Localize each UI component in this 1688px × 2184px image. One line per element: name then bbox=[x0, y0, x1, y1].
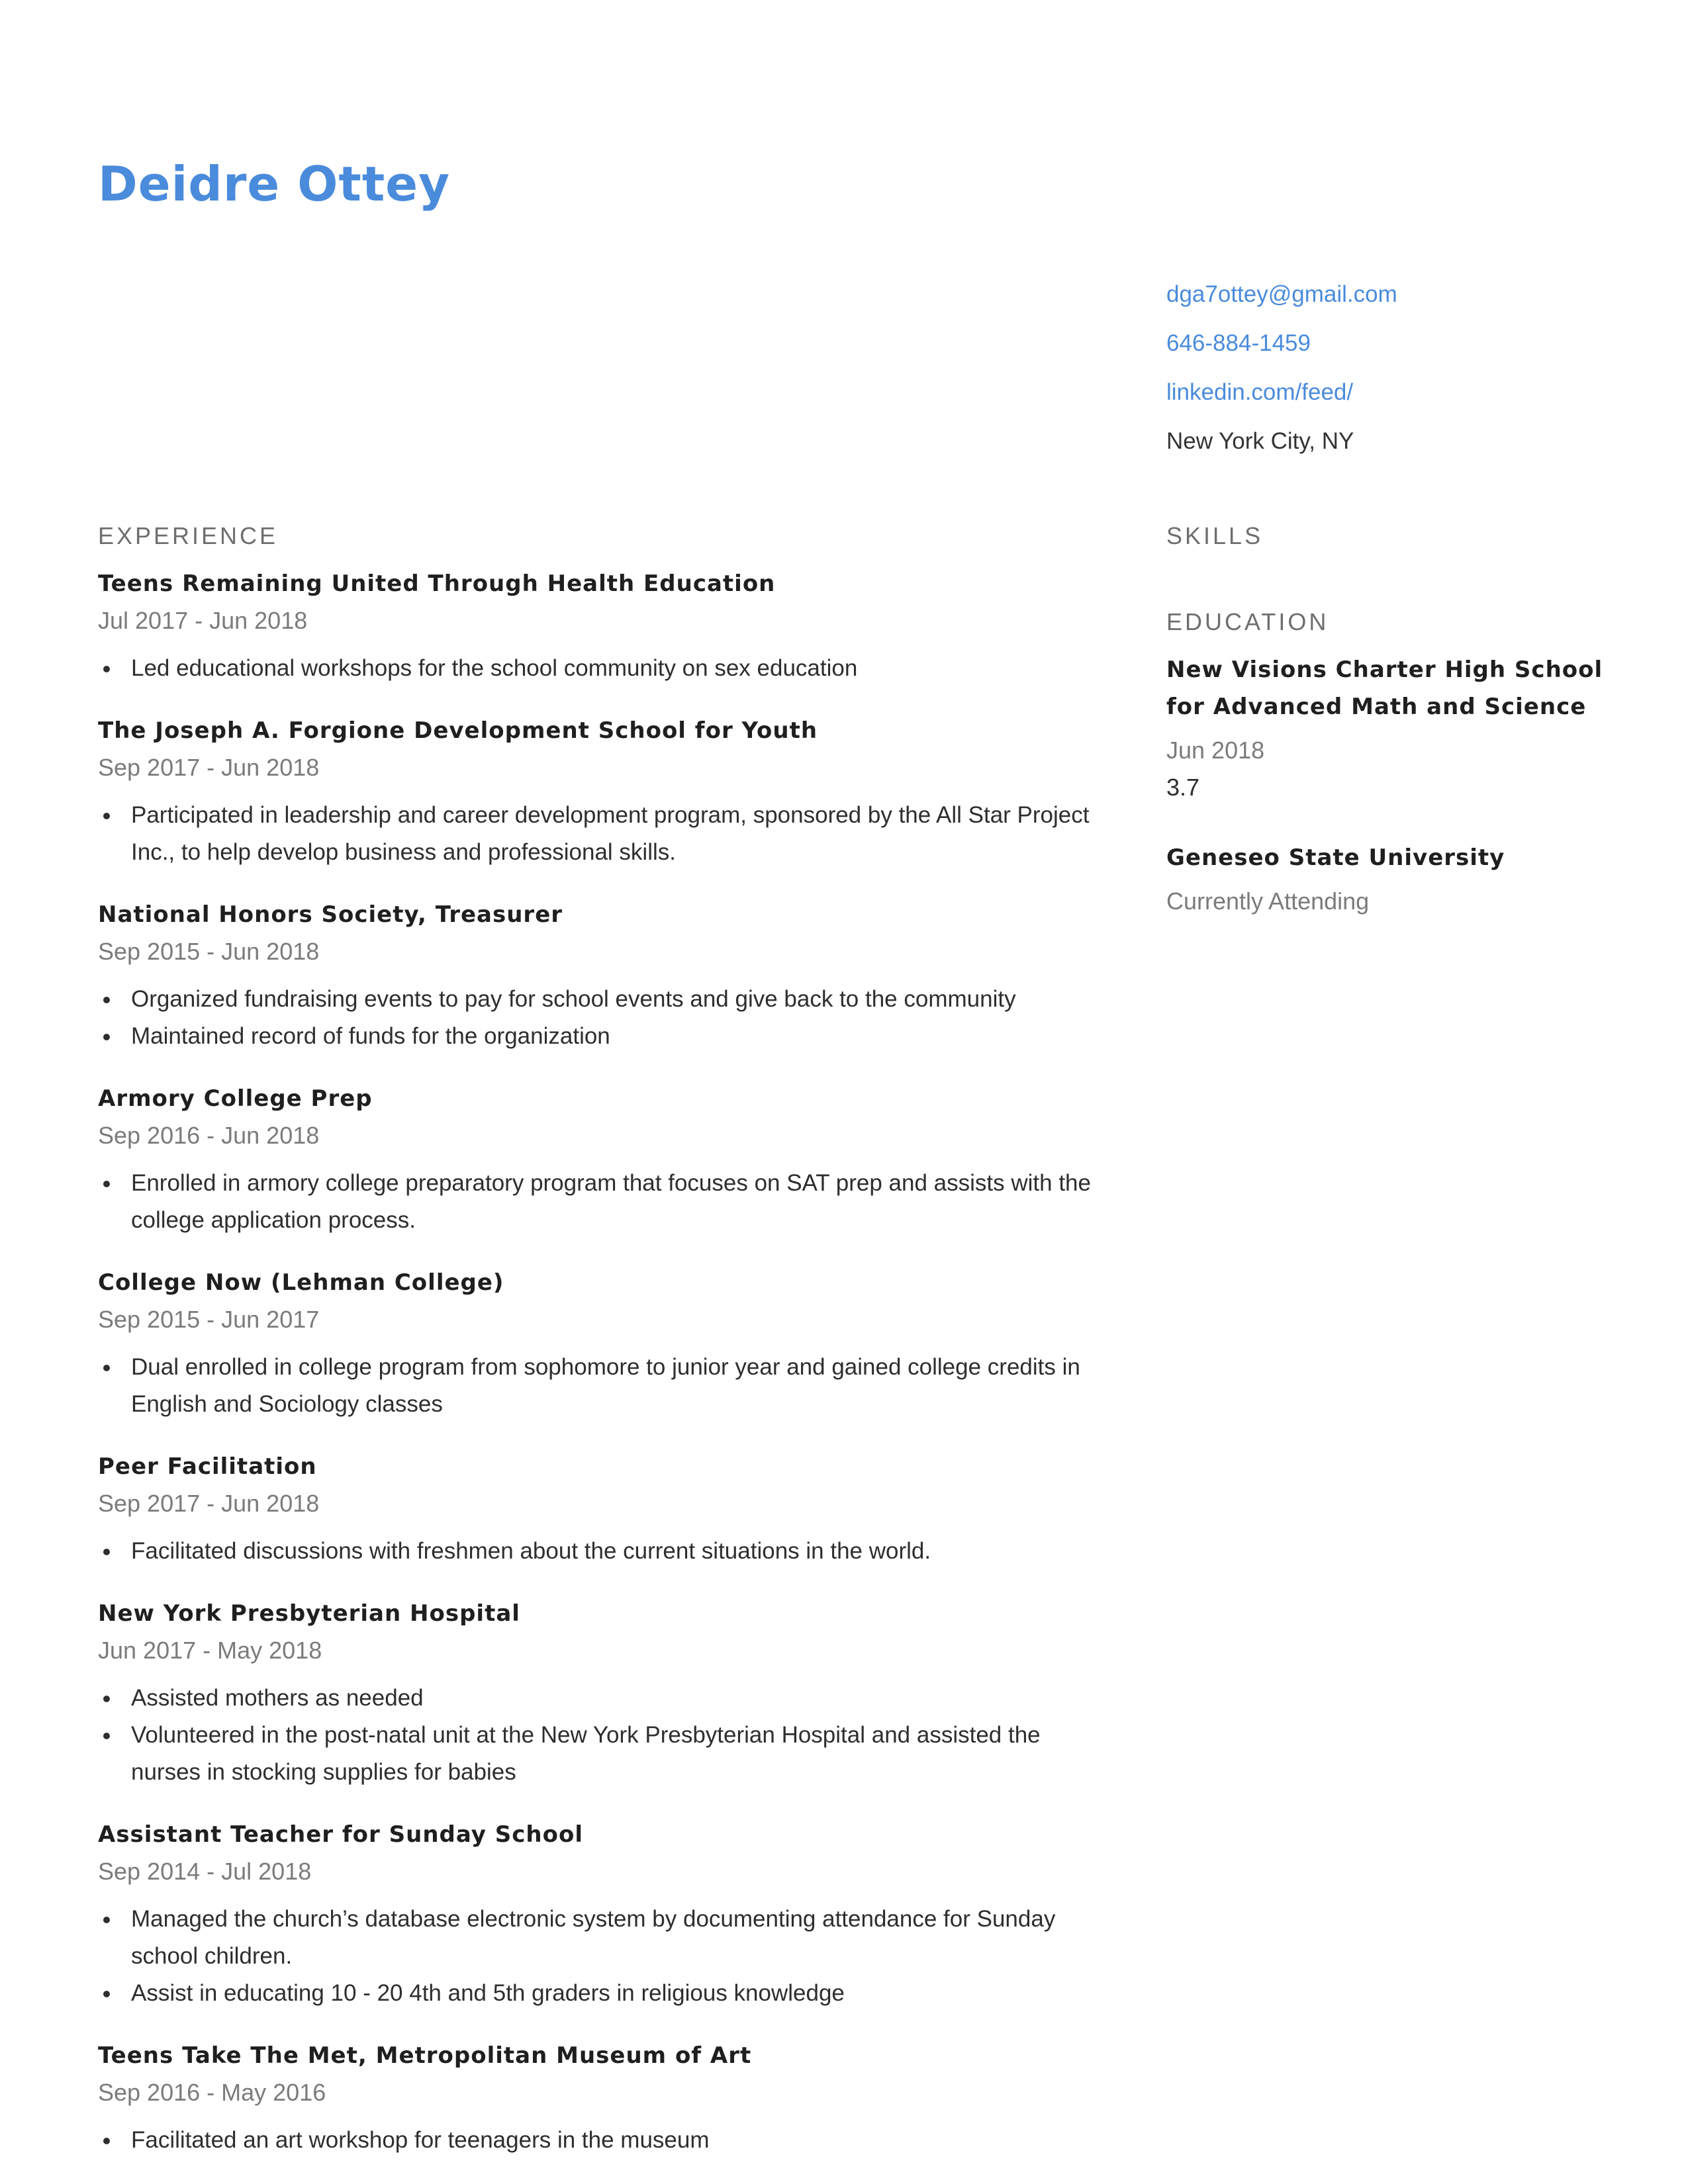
experience-item bbox=[98, 712, 1091, 871]
job-bullet: Organized fundraising events to pay for school events and give back to the community bbox=[98, 981, 1091, 1018]
job-bullet: Enrolled in armory college preparatory program that focuses on SAT prep and assists with the college application process. bbox=[98, 1165, 1091, 1239]
job-bullet: Facilitated discussions with freshmen about the current situations in the world. bbox=[98, 1533, 1091, 1570]
job-title: College Now (Lehman College) bbox=[98, 1269, 504, 1296]
education-status: Currently Attending bbox=[1166, 887, 1370, 915]
job-dates: Sep 2016 - May 2016 bbox=[98, 2079, 326, 2106]
experience-item bbox=[98, 1448, 1091, 1570]
education-heading: EDUCATION bbox=[1166, 608, 1329, 635]
job-title: Teens Remaining United Through Health Education bbox=[98, 570, 776, 597]
candidate-name: Deidre Ottey bbox=[98, 156, 451, 212]
location-text: New York City, NY bbox=[1166, 428, 1354, 454]
job-bullet: Led educational workshops for the school community on sex education bbox=[98, 650, 1091, 687]
job-bullet: Maintained record of funds for the organization bbox=[98, 1018, 1091, 1055]
job-title: New York Presbyterian Hospital bbox=[98, 1600, 520, 1627]
experience-item bbox=[98, 2037, 1091, 2159]
experience-section bbox=[98, 516, 1091, 2159]
phone-link[interactable]: 646-884-1459 bbox=[1166, 330, 1311, 356]
job-title: Assistant Teacher for Sunday School bbox=[98, 1821, 583, 1848]
job-bullet-list bbox=[98, 650, 1091, 687]
job-bullet-list bbox=[98, 1533, 1091, 1570]
job-bullet-list bbox=[98, 1349, 1091, 1423]
job-bullet: Assist in educating 10 - 20 4th and 5th graders in religious knowledge bbox=[98, 1975, 1091, 2012]
contact-info bbox=[1166, 270, 1630, 466]
education-school: New Visions Charter High School for Advanced Math and Science bbox=[1166, 657, 1603, 720]
job-dates: Sep 2017 - Jun 2018 bbox=[98, 1490, 320, 1517]
job-bullet: Dual enrolled in college program from sophomore to junior year and gained college credits in English and Sociology classes bbox=[98, 1349, 1091, 1423]
job-title: Armory College Prep bbox=[98, 1085, 373, 1112]
linkedin-link[interactable]: linkedin.com/feed/ bbox=[1166, 379, 1354, 405]
job-bullet-list bbox=[98, 2122, 1091, 2159]
sidebar-column bbox=[1166, 516, 1630, 920]
education-section bbox=[1166, 602, 1630, 920]
job-bullet: Assisted mothers as needed bbox=[98, 1680, 1091, 1717]
experience-item bbox=[98, 1816, 1091, 2012]
job-title: Peer Facilitation bbox=[98, 1453, 317, 1480]
job-bullet-list bbox=[98, 797, 1091, 871]
job-title: National Honors Society, Treasurer bbox=[98, 901, 563, 928]
job-bullet: Facilitated an art workshop for teenagers in the museum bbox=[98, 2122, 1091, 2159]
experience-item bbox=[98, 1080, 1091, 1239]
skills-section bbox=[1166, 516, 1630, 556]
job-dates: Sep 2014 - Jul 2018 bbox=[98, 1858, 312, 1885]
job-bullet: Participated in leadership and career development program, sponsored by the All Star Project Inc., to help develop business and professional skills. bbox=[98, 797, 1091, 871]
education-gpa: 3.7 bbox=[1166, 774, 1200, 801]
experience-item bbox=[98, 565, 1091, 687]
job-bullet-list bbox=[98, 1680, 1091, 1791]
email-link[interactable]: dga7ottey@gmail.com bbox=[1166, 281, 1397, 307]
job-bullet: Managed the church’s database electronic system by documenting attendance for Sunday school children. bbox=[98, 1901, 1091, 1975]
job-title: Teens Take The Met, Metropolitan Museum of Art bbox=[98, 2042, 752, 2069]
education-date: Jun 2018 bbox=[1166, 737, 1265, 764]
experience-list bbox=[98, 565, 1091, 2159]
job-bullet-list bbox=[98, 1165, 1091, 1239]
job-dates: Sep 2015 - Jun 2017 bbox=[98, 1306, 320, 1333]
experience-item bbox=[98, 1595, 1091, 1791]
education-item bbox=[1166, 651, 1630, 806]
job-bullet-list bbox=[98, 981, 1091, 1055]
education-item bbox=[1166, 839, 1630, 920]
job-dates: Sep 2017 - Jun 2018 bbox=[98, 754, 320, 781]
job-bullet-list bbox=[98, 1901, 1091, 2012]
experience-item bbox=[98, 896, 1091, 1055]
job-bullet: Volunteered in the post-natal unit at the New York Presbyterian Hospital and assisted the nurses in stocking supplies for babies bbox=[98, 1717, 1091, 1791]
job-dates: Jul 2017 - Jun 2018 bbox=[98, 607, 308, 634]
experience-item bbox=[98, 1264, 1091, 1423]
skills-heading: SKILLS bbox=[1166, 522, 1264, 549]
education-school: Geneseo State University bbox=[1166, 844, 1505, 871]
job-dates: Jun 2017 - May 2018 bbox=[98, 1637, 322, 1664]
experience-heading: EXPERIENCE bbox=[98, 522, 279, 549]
job-dates: Sep 2016 - Jun 2018 bbox=[98, 1122, 320, 1149]
job-title: The Joseph A. Forgione Development School for Youth bbox=[98, 717, 818, 744]
job-dates: Sep 2015 - Jun 2018 bbox=[98, 938, 320, 965]
